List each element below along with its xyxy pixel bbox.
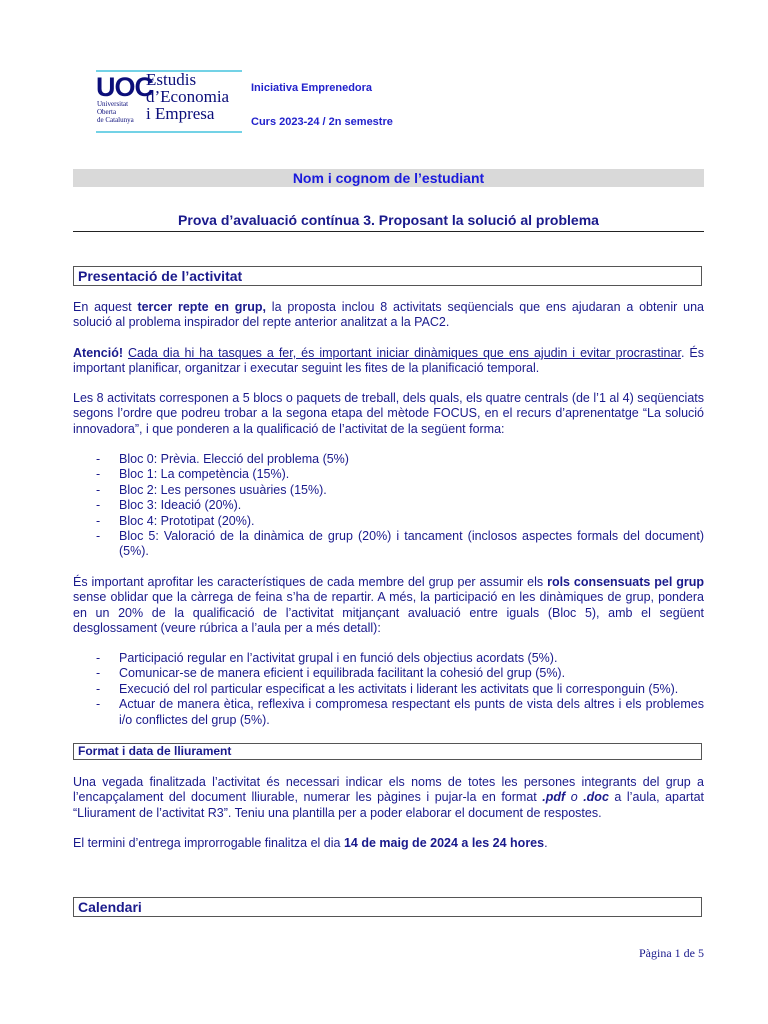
logo-bottom-rule [96,131,242,133]
paragraph-format: Una vegada finalitzada l’activitat és necessari indicar els noms de totes les persones integrants del grup a l’encapçalament del document lliurable, numerar les pàgines i pujar-la en format .pdf o .doc a l’aula, apartat “Lliurament de l’activitat R3”. Teniu una plantilla per a poder elaborar el document de respostes. [73,775,704,820]
document-title: Prova d’avaluació contínua 3. Proposant la solució al problema [73,212,704,232]
paragraph-termini: El termini d’entrega improrrogable finalitza el dia 14 de maig de 2024 a les 24 hores. [73,836,548,850]
uoc-logo [96,70,242,133]
section-heading-calendari: Calendari [73,897,702,917]
paragraph-intro: En aquest tercer repte en grup, la proposta inclou 8 activitats seqüencials que ens ajudaran a obtenir una solució al problema inspirador del repte anterior analitzat a la PAC2. [73,300,704,330]
logo-university-name: Universitat Oberta de Catalunya [97,100,134,124]
course-term: Curs 2023-24 / 2n semestre [251,116,393,128]
logo-mark: UOC [96,72,153,102]
list-item: - Participació regular en l’activitat grupal i en funció dels objectius acordats (5%). [96,651,558,665]
student-name-bar: Nom i cognom de l’estudiant [73,169,704,187]
blocs-list [96,452,704,560]
list-item: - Bloc 3: Ideació (20%). [96,498,242,513]
course-name: Iniciativa Emprenedora [251,82,373,94]
list-item: - Bloc 5: Valoració de la dinàmica de grup (20%) i tancament (inclosos aspectes formals del document) (5%). [96,529,704,559]
logo-school-name: Estudis d’Economia i Empresa [146,70,230,123]
list-item: - Bloc 1: La competència (15%). [96,467,290,482]
list-item: - Bloc 4: Prototipat (20%). [96,513,255,528]
list-item: - Comunicar-se de manera eficient i equilibrada facilitant la cohesió del grup (5%). [96,666,566,681]
list-item: - Bloc 0: Prèvia. Elecció del problema (5%) [96,452,349,466]
paragraph-rols: És important aprofitar les característiques de cada membre del grup per assumir els rols consensuats pel grup sense oblidar que la càrrega de feina s’ha de repartir. A més, la participació en les dinàmiques de grup, pondera en un 20% de la qualificació de l’activitat mitjançant avaluació entre iguals (Bloc 5), amb el següent desglossament (veure rúbrica a l’aula per a més detall): [73,575,705,636]
list-item: - Actuar de manera ètica, reflexiva i compromesa respectant els punts de vista dels altres i els problemes i/o conflictes del grup (5%). [96,697,704,727]
list-item: - Bloc 2: Les persones usuàries (15%). [96,482,327,497]
page-number: Pàgina 1 de 5 [639,946,704,960]
paragraph-blocs: Les 8 activitats corresponen a 5 blocs o paquets de treball, dels quals, els quatre centrals (de l’1 al 4) seqüenciats segons l’ordre que podreu trobar a la segona etapa del mètode FOCUS, en el recurs d’aprenentatge “La solució innovadora”, i que ponderen a la qualificació de l’activitat de la següent forma: [73,391,704,436]
paragraph-atencio: Atenció! Cada dia hi ha tasques a fer, és important iniciar dinàmiques que ens ajudin i evitar procrastinar. És important planificar, organitzar i executar seguint les fites de la planificació temporal. [73,346,704,376]
section-heading-presentacio: Presentació de l’activitat [73,266,702,286]
list-item: - Execució del rol particular especificat a les activitats i liderant les activitats que li corresponguin (5%). [96,681,679,696]
criteria-list [96,651,704,728]
section-heading-format: Format i data de lliurament [73,743,702,760]
